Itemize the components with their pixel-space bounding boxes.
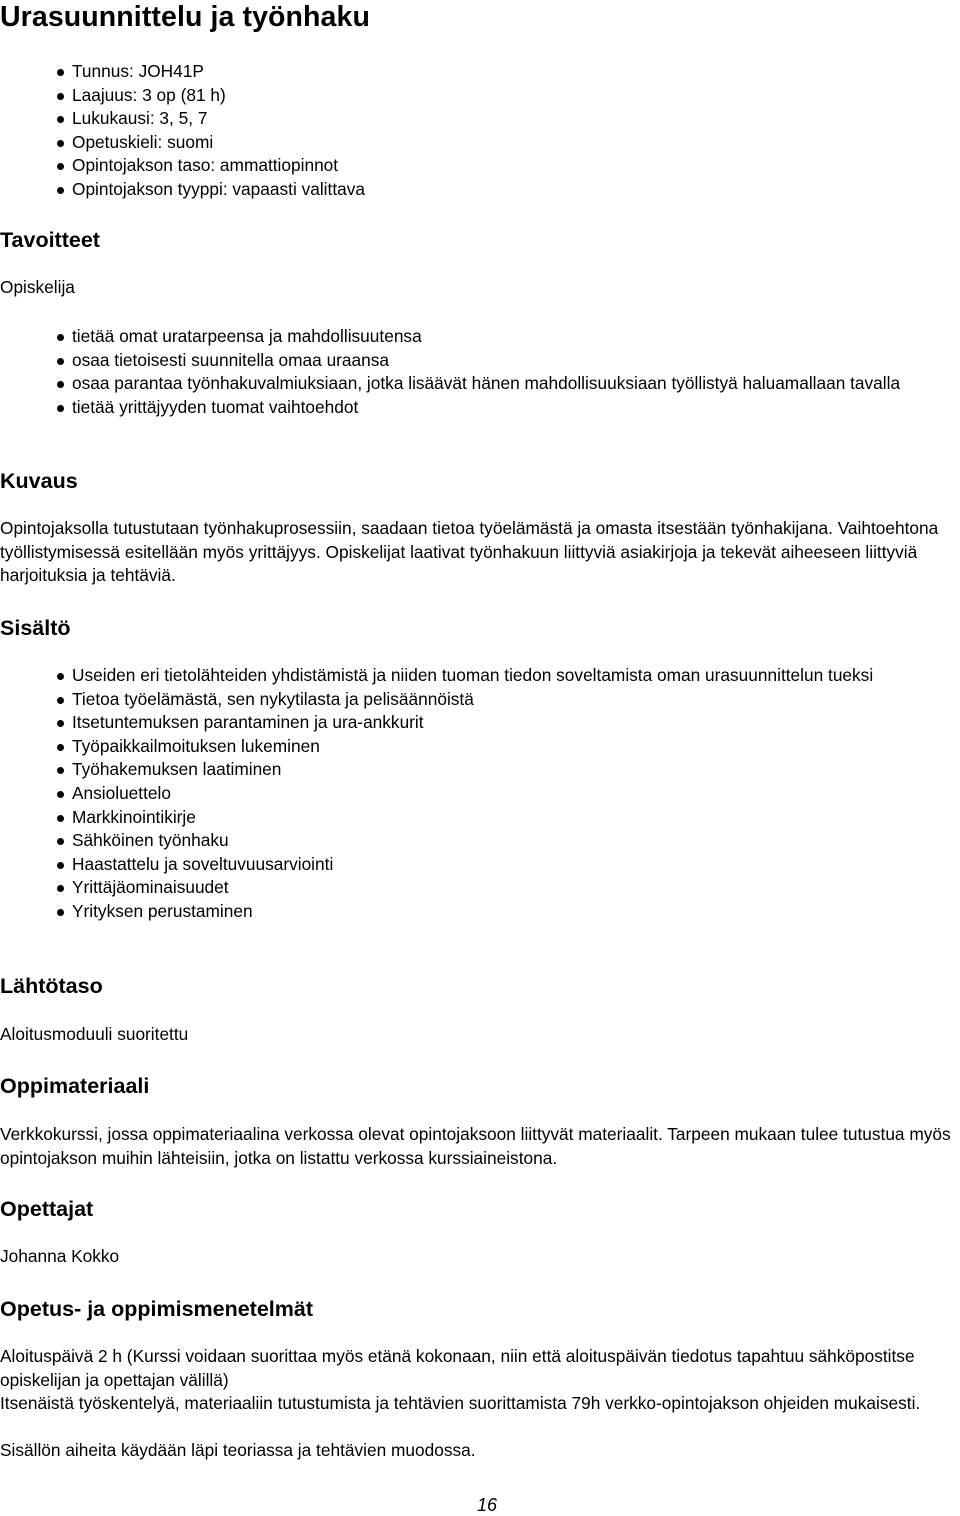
list-item: Markkinointikirje (57, 806, 937, 830)
lahtotaso-text: Aloitusmoduuli suoritettu (0, 1024, 189, 1044)
list-item: osaa parantaa työnhakuvalmiuksiaan, jotka lisäävät hänen mahdollisuuksiaan työllistyä haluamallaan tavalla (57, 372, 957, 396)
list-item: tietää yrittäjyyden tuomat vaihtoehdot (57, 396, 957, 420)
list-item: Lukukausi: 3, 5, 7 (57, 107, 947, 131)
heading-menetelmat: Opetus- ja oppimismenetelmät (0, 1297, 314, 1321)
menetelmat-line-2: Itsenäistä työskentelyä, materiaaliin tutustumista ja tehtävien suorittamista 79h verkko-opintojakson ohjeiden mukaisesti. (0, 1393, 921, 1413)
list-item: Laajuus: 3 op (81 h) (57, 84, 947, 108)
list-item: Opintojakson tyyppi: vapaasti valittava (57, 178, 947, 202)
list-item: Tietoa työelämästä, sen nykytilasta ja pelisäännöistä (57, 688, 937, 712)
list-item: tietää omat uratarpeensa ja mahdollisuutensa (57, 325, 957, 349)
list-item: Työhakemuksen laatiminen (57, 758, 937, 782)
list-item: Tunnus: JOH41P (57, 60, 947, 84)
course-info-list (57, 60, 947, 202)
list-item: Opintojakson taso: ammattiopinnot (57, 154, 947, 178)
kuvaus-text: Opintojaksolla tutustutaan työnhakuprosessiin, saadaan tietoa työelämästä ja omasta itsestään työnhakijana. Vaihtoehtona työllistymisessä esitellään myös yrittäjyys. Opiskelijat laativat työnhakuun liittyviä asiakirjoja ja tekevät aiheeseen liittyviä harjoituksia ja tehtäviä. (0, 518, 939, 586)
list-item: Sähköinen työnhaku (57, 829, 937, 853)
heading-lahtotaso: Lähtötaso (0, 974, 103, 998)
list-item: Useiden eri tietolähteiden yhdistämistä ja niiden tuoman tiedon soveltamista oman urasuunnittelun tueksi (57, 664, 937, 688)
tavoitteet-intro: Opiskelija (0, 277, 75, 297)
list-item: Haastattelu ja soveltuvuusarviointi (57, 853, 937, 877)
sisalto-list (57, 664, 937, 924)
heading-sisalto: Sisältö (0, 616, 71, 640)
list-item: Työpaikkailmoituksen lukeminen (57, 735, 937, 759)
tavoitteet-list (57, 325, 957, 419)
page-number: 16 (477, 1495, 498, 1515)
list-item: osaa tietoisesti suunnitella omaa uraansa (57, 349, 957, 373)
list-item: Ansioluettelo (57, 782, 937, 806)
list-item: Opetuskieli: suomi (57, 131, 947, 155)
page-title: Urasuunnittelu ja työnhaku (0, 1, 370, 33)
list-item: Itsetuntemuksen parantaminen ja ura-ankkurit (57, 711, 937, 735)
heading-oppimateriaali: Oppimateriaali (0, 1074, 150, 1098)
heading-opettajat: Opettajat (0, 1197, 94, 1221)
heading-kuvaus: Kuvaus (0, 469, 78, 493)
menetelmat-line-3: Sisällön aiheita käydään läpi teoriassa ja tehtävien muodossa. (0, 1440, 476, 1460)
opettajat-text: Johanna Kokko (0, 1246, 120, 1266)
menetelmat-line-1: Aloituspäivä 2 h (Kurssi voidaan suorittaa myös etänä kokonaan, niin että aloituspäivän tiedotus tapahtuu sähköpostitse opiskelijan ja opettajan välillä) (0, 1346, 915, 1390)
list-item: Yrityksen perustaminen (57, 900, 937, 924)
oppimateriaali-text: Verkkokurssi, jossa oppimateriaalina verkossa olevat opintojaksoon liittyvät materiaalit. Tarpeen mukaan tulee tutustua myös opintojakson muihin lähteisiin, jotka on listattu verkossa kurssiaineistona. (0, 1124, 951, 1168)
heading-tavoitteet: Tavoitteet (0, 228, 100, 252)
list-item: Yrittäjäominaisuudet (57, 876, 937, 900)
